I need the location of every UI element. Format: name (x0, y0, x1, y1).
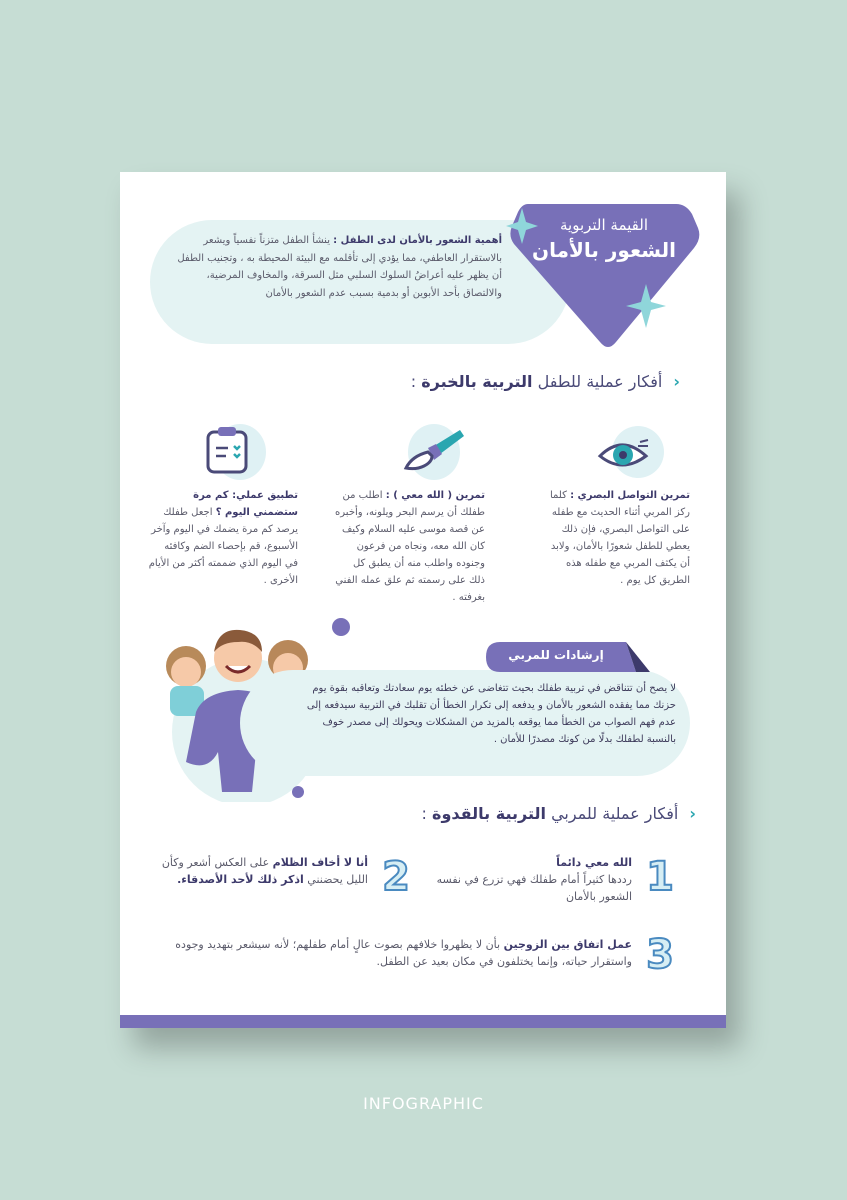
eye-icon (590, 412, 670, 492)
section1-suffix: : (410, 372, 417, 391)
item-parents-agreement (154, 936, 632, 970)
item-number: 3 (646, 932, 674, 978)
intro-heading: أهمية الشعور بالأمان لدى الطفل : (333, 235, 502, 246)
section2-heading (270, 804, 696, 823)
tips-text: لا يصح أن تتناقض في تربية طفلك بحيث تتغاضى عن خطئه يوم سعادتك وتعاقبه بقوة يوم حزنك مما يفقده الشعور بالأمان و يدفعه إلى تكرار الخطأ أن تقلبك في التربية سيدفعه إلى عدم فهم الصواب من الخطأ مما يوقعه بالمزيد من المشكلات ويحولك إلى مصدر خوف بالنسبة لطفلك بدلًا من كونك مصدرًا للأمان . (306, 683, 676, 745)
title-line1: القيمة التربوية (559, 216, 648, 234)
section2-suffix: : (421, 804, 427, 823)
column-heading: تطبيق عملي: كم مرة ستضمني اليوم ؟ (193, 490, 298, 518)
infographic-poster (120, 172, 726, 1028)
intro-text (172, 232, 502, 302)
title-line2: الشعور بالأمان (532, 238, 676, 262)
decor-dot (292, 786, 304, 798)
column-body: اطلب من طفلك أن يرسم البحر ويلونه، وأخبره عن قصة موسى عليه السلام وكيف كان الله معه، ونجاه من فرعون وجنوده واطلب منه أن يطبق كل ذلك على رسمته ثم علق عمله الفني بغرفته . (335, 490, 485, 603)
item-heading: عمل اتفاق بين الزوجين (503, 938, 632, 951)
column-hug-count (148, 487, 298, 589)
item-heading: أنا لا أخاف الظلام (272, 856, 368, 869)
column-allah-with-me (335, 487, 485, 606)
item-number: 2 (382, 854, 410, 900)
item-heading: الله معي دائماً (556, 856, 632, 869)
item-number: 1 (646, 854, 674, 900)
tips-label: إرشادات للمربي (508, 648, 604, 662)
chevron-right-icon: ‹ (689, 804, 696, 823)
column-body: اجعل طفلك يرصد كم مرة يضمك في اليوم وآخر الأسبوع، قم بإحصاء الضم وكافئه في اليوم الذي ضممته أكثر من الأيام الأخرى . (148, 507, 298, 586)
column-eye-contact (540, 487, 690, 589)
section1-prefix: أفكار عملية للطفل (537, 372, 663, 391)
poster-bottom-bar (120, 1015, 726, 1028)
section1-emphasis: التربية بالخبرة (421, 372, 533, 391)
item-body: على العكس أشعر وكأن الليل يحضنني (161, 856, 368, 886)
footer-label: INFOGRAPHIC (363, 1094, 484, 1113)
intro-body: ينشأ الطفل متزناً نفسياً ويشعر بالاستقرار العاطفي، مما يؤدي إلى تأقلمه مع البيئة المحيطة به ، وتجنيب الطفل أن يظهر عليه أعراضُ السلوك السلبي مثل السرقة، والمخاوف المرضية، والالتصاق بأحد الأبوين أو بدمية بسبب عدم الشعور بالأمان (177, 235, 502, 299)
section2-prefix: أفكار عملية للمربي (551, 804, 679, 823)
item-allah-with-me (432, 854, 632, 905)
column-body: كلما ركز المربي أثناء الحديث مع طفله على التواصل البصري، فإن ذلك يعطي للطفل شعورًا بالأمان، ولابد أن يكثف المربي مع طفله هذه الطريق كل يوم . (549, 490, 690, 586)
paintbrush-icon (388, 412, 468, 492)
section1-heading (270, 372, 680, 391)
decor-dot (332, 618, 350, 636)
section2-emphasis: التربية بالقدوة (432, 804, 546, 823)
chevron-right-icon: ‹ (673, 372, 680, 391)
item-emphasis: اذكر ذلك لأحد الأصدقاء. (177, 873, 304, 886)
column-heading: تمرين التواصل البصري : (570, 490, 690, 501)
item-body: بأن لا يظهروا خلافهم بصوت عالٍ أمام طفلهم؛ لأنه سيشعر بتهديد وجوده واستقرار حياته، وإنما يختلفون في مكان بعيد عن الطفل. (175, 938, 632, 968)
column-heading: تمرين ( الله معي ) : (385, 490, 485, 501)
item-not-afraid-dark (156, 854, 368, 888)
clipboard-icon (194, 412, 274, 492)
item-body: رددها كثيراً أمام طفلك فهي تزرع في نفسه الشعور بالأمان (436, 873, 632, 903)
